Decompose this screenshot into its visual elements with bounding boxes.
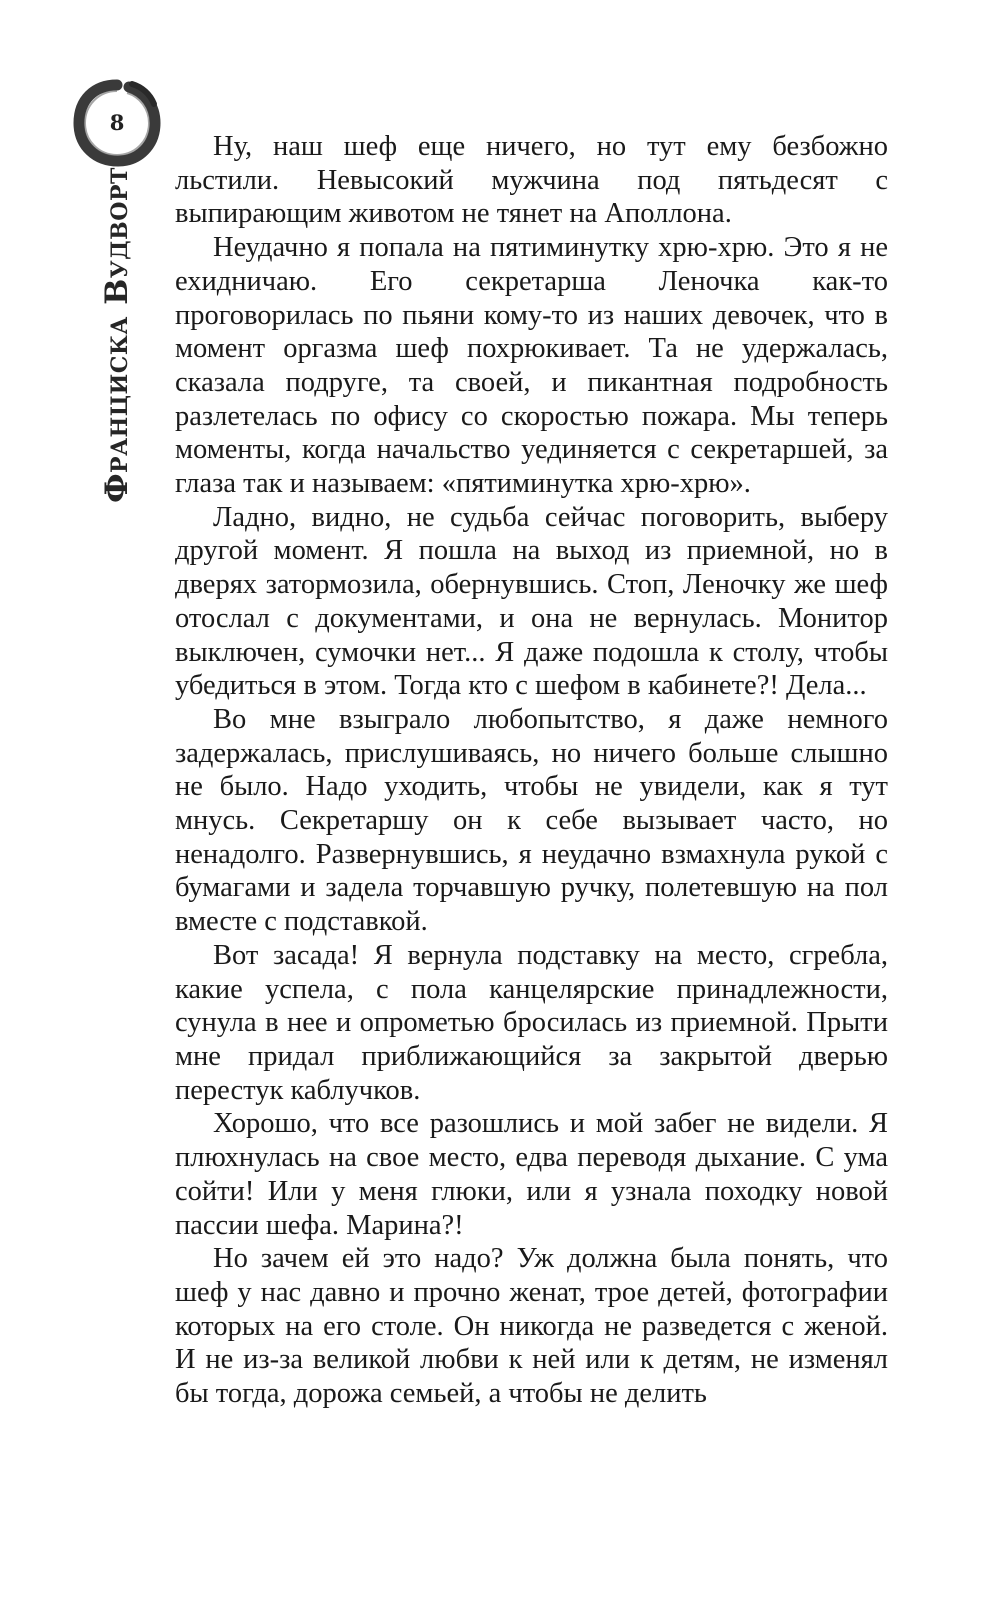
- author-name: Франциска Вудворт: [99, 167, 135, 503]
- paragraph: Ладно, видно, не судьба сейчас поговорить, выберу другой момент. Я пошла на выход из приемной, но в дверях затормозила, обернувшись. Стоп, Леночку же шеф отослал с документами, и она не вернулась. Монитор выключен, сумочки нет... Я даже подошла к столу, чтобы убедиться в этом. Тогда кто с шефом в кабинете?! Дела...: [175, 501, 888, 702]
- paragraph: Но зачем ей это надо? Уж должна была понять, что шеф у нас давно и прочно женат, трое детей, фотографии которых на его столе. Он никогда не разведется с женой. И не из-за великой любви к ней или к детям, не изменял бы тогда, дорожа семьей, а чтобы не делить: [175, 1243, 888, 1410]
- paragraph: Вот засада! Я вернула подставку на место, сгребла, какие успела, с пола канцелярские принадлежности, сунула в нее и опрометью бросилась из приемной. Прыти мне придал приближающийся за закрытой дверью перестук каблучков.: [175, 939, 888, 1106]
- body-text: [175, 130, 888, 1411]
- paragraph: Хорошо, что все разошлись и мой забег не видели. Я плюхнулась на свое место, едва переводя дыхание. С ума сойти! Или у меня глюки, или я узнала походку новой пассии шефа. Марина?!: [175, 1108, 888, 1241]
- running-head: [92, 167, 142, 503]
- paragraph: Ну, наш шеф еще ничего, но тут ему безбожно льстили. Невысокий мужчина под пятьдесят с выпирающим животом не тянет на Аполлона.: [175, 131, 888, 230]
- page-number-emblem: [72, 78, 162, 168]
- paragraph: Неудачно я попала на пятиминутку хрю-хрю. Это я не ехидничаю. Его секретарша Леночка как-то проговорилась по пьяни кому-то из наших девочек, что в момент оргазма шеф похрюкивает. Та не удержалась, сказала подруге, та своей, и пикантная подробность разлетелась по офису со скоростью пожара. Мы теперь моменты, когда начальство уединяется с секретаршей, за глаза так и называем: «пятиминутка хрю-хрю».: [175, 232, 888, 500]
- page-number: 8: [109, 110, 125, 135]
- paragraph: Во мне взыграло любопытство, я даже немного задержалась, прислушиваясь, но ничего больше слышно не было. Надо уходить, чтобы не увидели, как я тут мнусь. Секретаршу он к себе вызывает часто, но ненадолго. Развернувшись, я неудачно взмахнула рукой с бумагами и задела торчавшую ручку, полетевшую на пол вместе с подставкой.: [175, 703, 888, 938]
